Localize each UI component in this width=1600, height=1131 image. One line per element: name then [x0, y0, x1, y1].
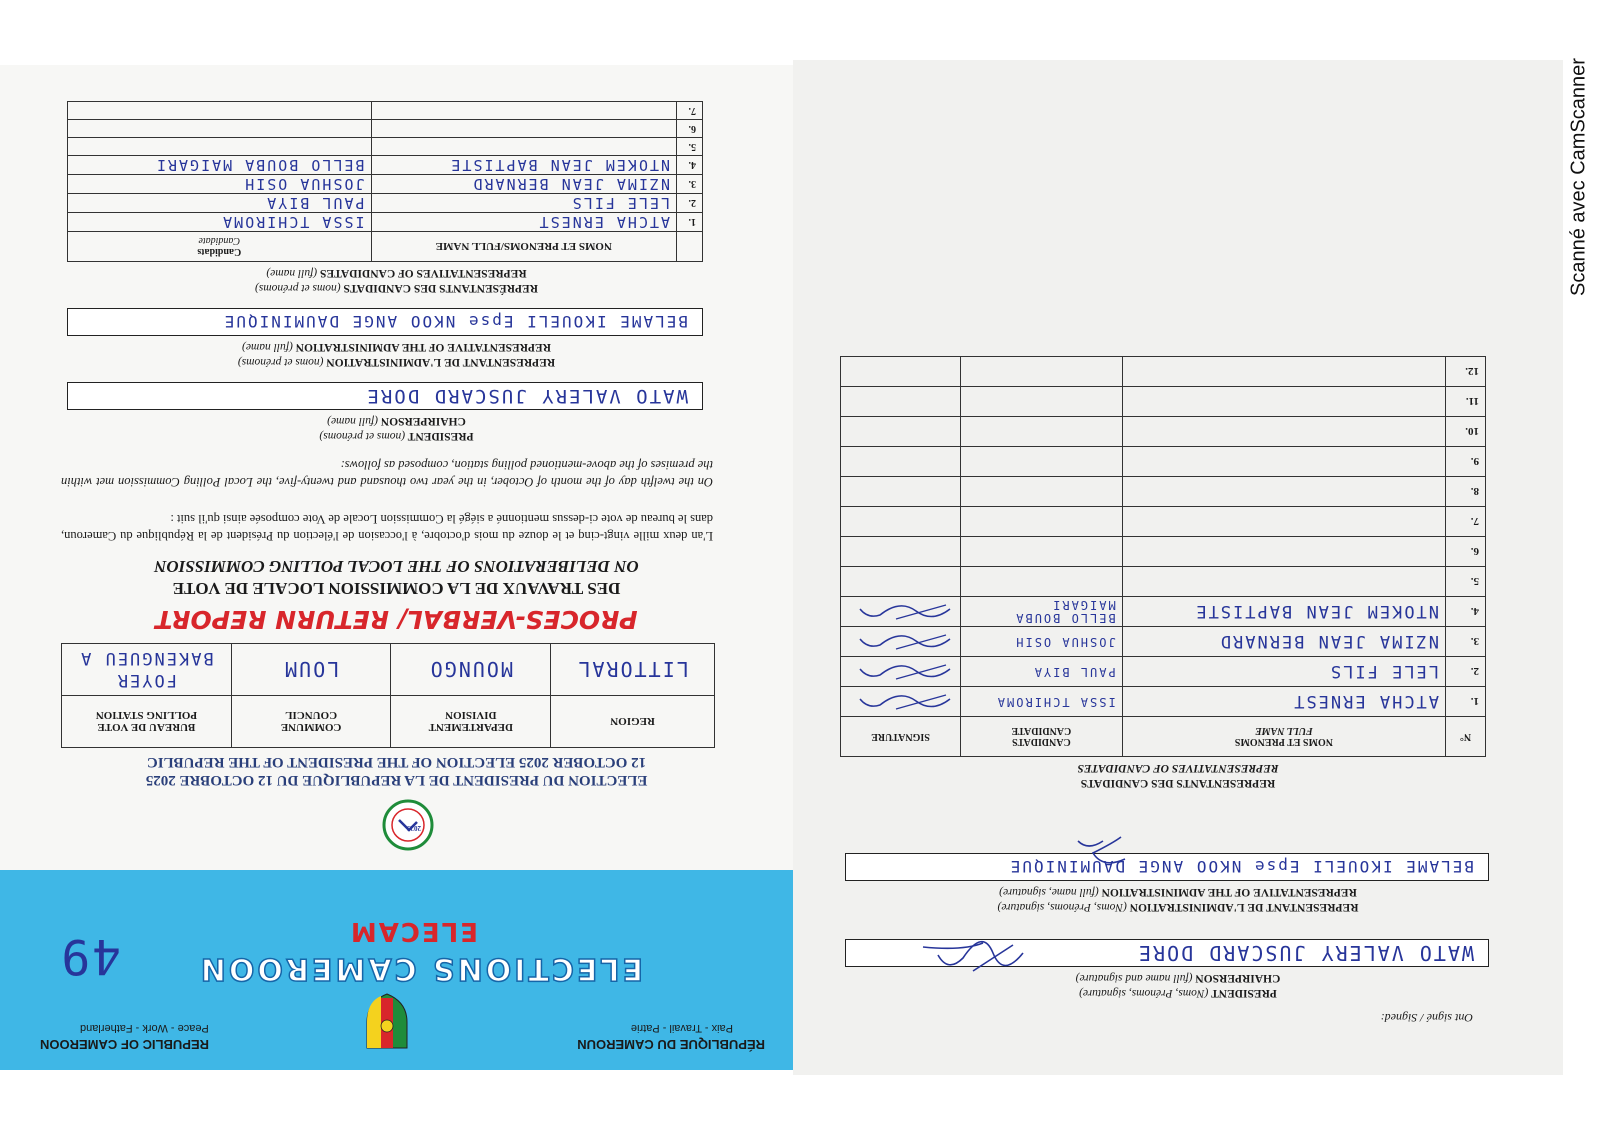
representative-name: LELE FILS	[1122, 657, 1445, 687]
row-number: 4.	[677, 156, 703, 175]
report-title-en: RETURN REPORT	[155, 605, 389, 634]
table-row	[68, 138, 703, 156]
signature-cell	[841, 417, 961, 447]
loc-region: LITTORAL	[551, 644, 715, 696]
location-table	[61, 643, 715, 748]
loc-polling-station: FOYER BAKENGUEU A	[62, 644, 232, 696]
col-candidate-en-sig: CANDIDATE	[1011, 725, 1072, 737]
table-row	[68, 175, 703, 194]
loc-header-council-fr: COMMUNE	[280, 721, 342, 734]
row-number: 6.	[677, 120, 703, 138]
election-title-fr: ELECTION DU PRESIDENT DE LA REPUBLIQUE DU 12 OCTOBRE 2025	[145, 772, 648, 788]
report-subtitle-en: ON DELIBERATIONS OF THE LOCAL POLLING COMMISSION	[154, 557, 639, 576]
representative-name	[1122, 477, 1445, 507]
seal-year: 2025	[407, 824, 421, 832]
page-number: 49	[59, 928, 121, 984]
signed-label: Ont signé / Signed:	[1380, 1011, 1473, 1025]
republic-en: REPUBLIC OF CAMEROON	[40, 1037, 209, 1052]
col-candidate-en: Candidate	[198, 235, 241, 247]
row-number: 4.	[1446, 597, 1486, 627]
candidate-name	[68, 138, 372, 156]
candidate-name	[960, 477, 1122, 507]
candidates-label-en: REPRESENTATIVES OF CANDIDATES (full name)	[266, 267, 527, 279]
admin-label-en: REPRESENTATIVE OF THE ADMINISTRATION (full name)	[242, 341, 551, 353]
signature-cell	[841, 477, 961, 507]
signature-cell	[841, 597, 961, 627]
table-row	[841, 477, 1486, 507]
loc-header-station-fr: BUREAU DE VOTE	[97, 721, 196, 734]
sig-candidates-label-fr: REPRESENTANTS DES CANDIDATS	[1080, 777, 1276, 789]
col-num: N°	[1446, 717, 1486, 757]
candidate-signature-table	[840, 356, 1486, 757]
admin-name-field: BELAME IKOUELI Epse NKOO ANGE DAUMINIQUE	[67, 308, 703, 336]
president-label-en: CHAIRPERSON (full name)	[327, 415, 466, 427]
row-number: 7.	[677, 102, 703, 120]
row-number: 5.	[1446, 567, 1486, 597]
representative-name	[1122, 357, 1445, 387]
signature-cell	[841, 447, 961, 477]
row-number: 7.	[1446, 507, 1486, 537]
representative-name	[371, 102, 677, 120]
table-row	[68, 156, 703, 175]
table-row	[841, 567, 1486, 597]
intro-fr: L'an deux mille vingt-cinq et le douze du mois d'octobre, à l'occasion de l'élection du Président de la République du Cameroun, dans le bureau de vote ci-dessus mentionné a siégé la Commission Locale de Vote composée ainsi qu'il suit :	[61, 512, 713, 543]
row-number: 6.	[1446, 537, 1486, 567]
representative-name	[371, 120, 677, 138]
sig-president-label-en: CHAIRPERSON (full name and signature)	[1075, 972, 1281, 984]
admin-label-fr: REPRESENTANT DE L'ADMINISTRATION (noms et prénoms)	[237, 356, 556, 368]
candidate-signature	[856, 691, 956, 715]
candidates-label-fr: REPRÉSENTANTS DES CANDIDATS (noms et prénoms)	[255, 282, 538, 294]
table-row	[841, 447, 1486, 477]
representative-name	[1122, 507, 1445, 537]
candidate-name: BELLO BOUBA MAIGARI	[68, 156, 372, 175]
candidate-name: JOSHUA OSIH	[68, 175, 372, 194]
representative-name	[1122, 567, 1445, 597]
table-row	[68, 194, 703, 213]
loc-header-region: REGION	[610, 715, 655, 728]
row-number: 12.	[1446, 357, 1486, 387]
loc-division: MOUNGO	[391, 644, 551, 696]
sig-admin-name-field: BELAME IKOUELI Epse NKOO ANGE DAUMINIQUE	[845, 853, 1489, 881]
table-row	[841, 627, 1486, 657]
table-row	[841, 687, 1486, 717]
loc-header-station-en: POLLING STATION	[95, 709, 198, 722]
candidate-name: ISSA TCHIROMA	[68, 213, 372, 232]
candidate-name	[960, 567, 1122, 597]
president-signature	[913, 933, 1033, 983]
row-number: 1.	[677, 213, 703, 232]
representative-name	[1122, 447, 1445, 477]
candidate-name	[68, 102, 372, 120]
signature-cell	[841, 627, 961, 657]
coat-of-arms-icon	[359, 992, 415, 1056]
representative-name	[371, 138, 677, 156]
candidate-name	[960, 357, 1122, 387]
signature-cell	[841, 507, 961, 537]
row-number: 3.	[677, 175, 703, 194]
candidate-signature	[856, 631, 956, 655]
row-number: 1.	[1446, 687, 1486, 717]
signature-cell	[841, 387, 961, 417]
admin-signature	[1073, 831, 1133, 871]
loc-header-division-fr: DEPARTEMENT	[428, 721, 513, 734]
representative-name: ATCHA ERNEST	[371, 213, 677, 232]
president-label-fr: PRESIDENT (noms et prénoms)	[319, 430, 474, 442]
row-number: 8.	[1446, 477, 1486, 507]
loc-header-council-en: COUNCIL	[285, 709, 338, 722]
representative-name: NTOKEM JEAN BAPTISTE	[1122, 597, 1445, 627]
signature-cell	[841, 687, 961, 717]
row-number: 10.	[1446, 417, 1486, 447]
camscanner-watermark: Scanné avec CamScanner	[1567, 58, 1590, 296]
report-title	[0, 605, 793, 634]
row-number: 3.	[1446, 627, 1486, 657]
table-row	[68, 120, 703, 138]
loc-council: LOUM	[231, 644, 391, 696]
table-row	[841, 597, 1486, 627]
signature-cell	[841, 567, 961, 597]
candidate-name: PAUL BIYA	[68, 194, 372, 213]
candidate-representatives-table	[67, 101, 703, 262]
col-full-name: NOMS ET PRENOMS/FULL NAME	[371, 232, 677, 262]
representative-name: NZIMA JEAN BERNARD	[371, 175, 677, 194]
sig-president-label-fr: PRESIDENT (Noms, Prénoms, signature)	[1079, 987, 1277, 999]
republic-fr: RÉPUBLIQUE DU CAMEROUN	[577, 1037, 765, 1052]
report-subtitle-fr: DES TRAVAUX DE LA COMMISSION LOCALE DE VOTE	[172, 579, 621, 598]
sig-admin-label-fr: REPRESENTANT DE L'ADMINISTRATION (Noms, Prénoms, signature)	[997, 901, 1359, 913]
candidate-name	[960, 417, 1122, 447]
report-title-fr: PROCES-VERBAL/	[389, 605, 638, 634]
representative-name: NTOKEM JEAN BAPTISTE	[371, 156, 677, 175]
col-candidate-fr: Candidats	[197, 246, 242, 258]
table-row	[68, 213, 703, 232]
representative-name: ATCHA ERNEST	[1122, 687, 1445, 717]
candidate-name	[960, 507, 1122, 537]
row-number: 2.	[1446, 657, 1486, 687]
motto-fr: Paix - Travail - Patrie	[630, 1022, 733, 1034]
candidate-name: BELLO BOUBA MAIGARI	[960, 597, 1122, 627]
president-name-field: WATO VALERY JUSCARD DORE	[67, 382, 703, 410]
candidate-signature	[856, 661, 956, 685]
candidate-name: PAUL BIYA	[960, 657, 1122, 687]
sig-president-name-field: WATO VALERY JUSCARD DORE	[845, 939, 1489, 967]
representative-name	[1122, 387, 1445, 417]
election-title-en: 12 OCTOBER 2025 ELECTION OF THE PRESIDENT OF THE REPUBLIC	[146, 754, 647, 770]
org-title: ELECTIONS CAMEROON	[197, 951, 643, 986]
table-row	[841, 507, 1486, 537]
table-row	[841, 417, 1486, 447]
table-row	[841, 657, 1486, 687]
sig-candidates-label-en: REPRESENTATIVES OF CANDIDATES	[1077, 762, 1279, 774]
col-candidate-fr-sig: CANDIDATS	[1012, 736, 1071, 748]
loc-header-division-en: DIVISION	[445, 709, 497, 722]
sig-admin-label-en: REPRESENTATIVE OF THE ADMINISTRATION (full name, signature)	[999, 886, 1357, 898]
row-number: 9.	[1446, 447, 1486, 477]
candidate-name	[960, 537, 1122, 567]
row-number: 5.	[677, 138, 703, 156]
col-signature: SIGNATURE	[841, 717, 961, 757]
org-acronym: ELECAM	[348, 916, 478, 946]
signature-cell	[841, 657, 961, 687]
candidate-name: JOSHUA OSIH	[960, 627, 1122, 657]
table-row	[841, 537, 1486, 567]
representative-name: LELE FILS	[371, 194, 677, 213]
elecam-banner	[0, 870, 793, 1070]
candidate-name	[68, 120, 372, 138]
candidate-signature	[856, 601, 956, 625]
table-row	[841, 387, 1486, 417]
representative-name: NZIMA JEAN BERNARD	[1122, 627, 1445, 657]
row-number: 2.	[677, 194, 703, 213]
representative-name	[1122, 537, 1445, 567]
table-row	[68, 102, 703, 120]
col-name-fr: NOMS ET PRENOMS	[1234, 736, 1333, 748]
representative-name	[1122, 417, 1445, 447]
row-number: 11.	[1446, 387, 1486, 417]
candidate-name	[960, 387, 1122, 417]
intro-en: On the twelfth day of the month of October, in the year two thousand and twenty-five, the Local Polling Commission met within the premises of the above-mentioned polling station, composed as follows:	[61, 458, 713, 489]
signature-cell	[841, 357, 961, 387]
motto-en: Peace - Work - Fatherland	[80, 1022, 209, 1034]
col-name-en: FULL NAME	[1255, 725, 1313, 737]
candidate-name: ISSA TCHIROMA	[960, 687, 1122, 717]
table-row	[841, 357, 1486, 387]
signature-cell	[841, 537, 961, 567]
candidate-name	[960, 447, 1122, 477]
